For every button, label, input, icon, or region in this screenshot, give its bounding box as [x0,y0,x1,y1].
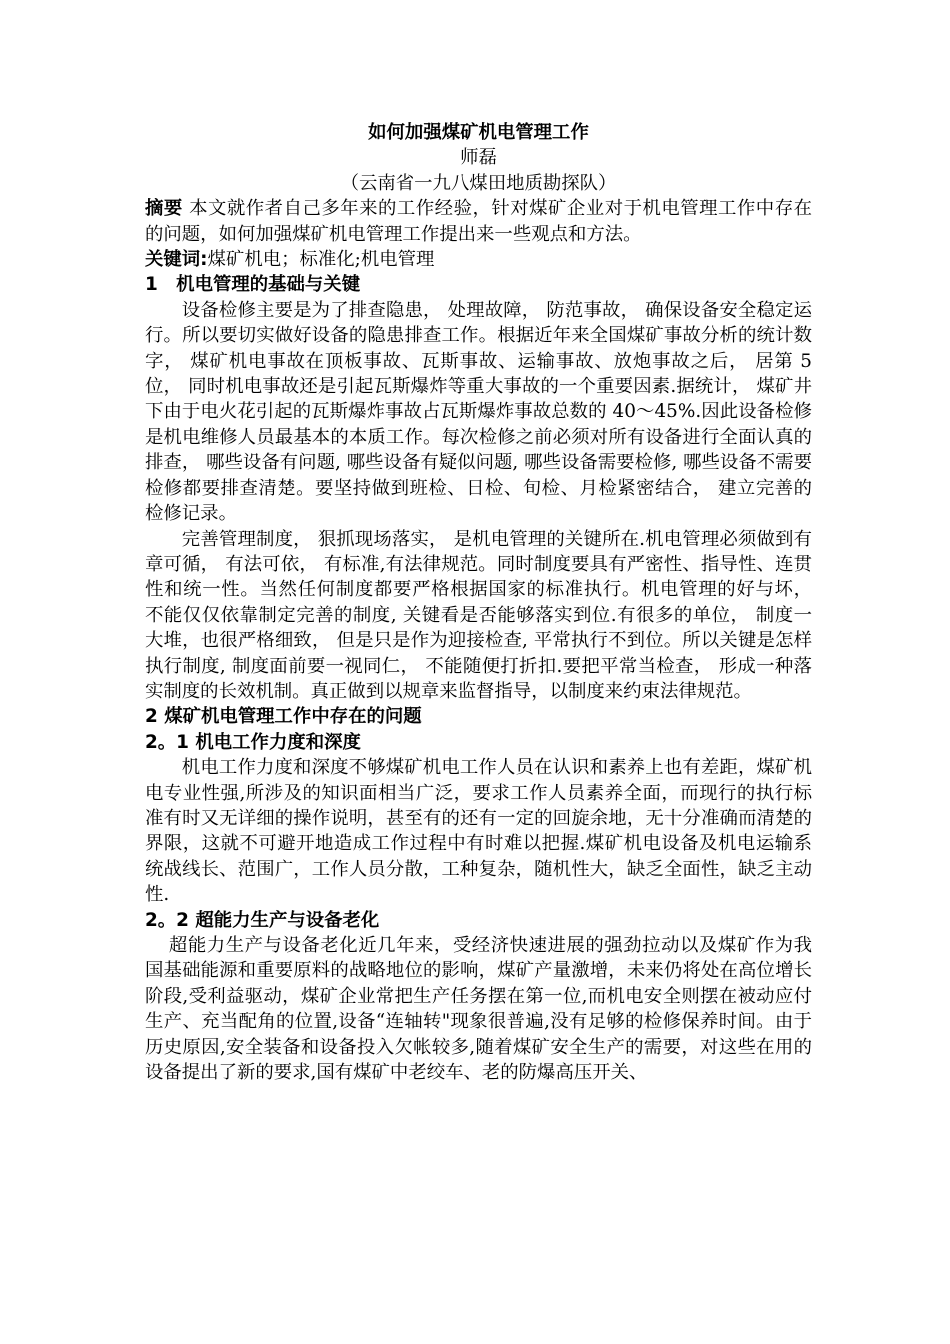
keywords-text: 煤矿机电；标准化;机电管理 [207,249,435,271]
abstract [145,196,812,247]
document-affiliation: （云南省一九八煤田地质勘探队） [340,172,617,194]
abstract-text: 本文就作者自己多年来的工作经验，针对煤矿企业对于机电管理工作中存在的问题，如何加强煤矿机电管理工作提出来一些观点和方法。 [145,198,812,245]
keywords-label: 关键词: [145,249,208,271]
document-page [145,120,812,1085]
section-1-heading: 1 机电管理的基础与关键 [145,274,361,296]
abstract-label: 摘要 [145,198,183,220]
document-author: 师磊 [460,147,497,169]
keywords [145,247,812,272]
section-2-1-paragraph: 机电工作力度和深度不够煤矿机电工作人员在认识和素养上也有差距，煤矿机电专业性强,所涉及的知识面相当广泛，要求工作人员素养全面，而现行的执行标准有时又无详细的操作说明，甚至有的还有一定的回旋余地，无十分准确而清楚的界限，这就不可避开地造成工作过程中有时难以把握.煤矿机电设备及机电运输系统战线长、范围广，工作人员分散，工种复杂，随机性大，缺乏全面性，缺乏主动性. [145,757,812,906]
section-1-paragraph-1: 设备检修主要是为了排查隐患， 处理故障， 防范事故， 确保设备安全稳定运行。所以要切实做好设备的隐患排查工作。根据近年来全国煤矿事故分析的统计数字， 煤矿机电事故在顶板事故、瓦斯事故、运输事故、放炮事故之后， 居第 5 位， 同时机电事故还是引起瓦斯爆炸等重大事故的一个重要因素.据统计， 煤矿井下由于电火花引起的瓦斯爆炸事故占瓦斯爆炸事故总数的 40～45%.因此设备检修是机电维修人员最基本的本质工作。每次检修之前必须对所有设备进行全面认真的排查， 哪些设备有问题, 哪些设备有疑似问题, 哪些设备需要检修, 哪些设备不需要检修都要排查清楚。要坚持做到班检、日检、旬检、月检紧密结合， 建立完善的检修记录。 [145,299,812,525]
section-2-1-heading: 2。1 机电工作力度和深度 [145,731,361,753]
section-2-2-paragraph: 超能力生产与设备老化近几年来，受经济快速进展的强劲拉动以及煤矿作为我国基础能源和重要原料的战略地位的影响，煤矿产量激增，未来仍将处在高位增长阶段,受利益驱动，煤矿企业常把生产任务摆在第一位,而机电安全则摆在被动应付生产、充当配角的位置,设备“连轴转"现象很普遍,没有足够的检修保养时间。由于历史原因,安全装备和设备投入欠帐较多,随着煤矿安全生产的需要，对这些在用的设备提出了新的要求,国有煤矿中老绞车、老的防爆高压开关、 [145,935,812,1084]
section-2-2-heading: 2。2 超能力生产与设备老化 [145,909,380,931]
section-1-paragraph-2: 完善管理制度， 狠抓现场落实， 是机电管理的关键所在.机电管理必须做到有章可循， 有法可依， 有标准,有法律规范。同时制度要具有严密性、指导性、连贯性和统一性。当然任何制度都要严格根据国家的标准执行。机电管理的好与坏， 不能仅仅依靠制定完善的制度, 关键看是否能够落实到位.有很多的单位， 制度一大堆，也很严格细致， 但是只是作为迎接检查, 平常执行不到位。所以关键是怎样执行制度, 制度面前要一视同仁， 不能随便打折扣.要把平常当检查， 形成一种落实制度的长效机制。真正做到以规章来监督指导，以制度来约束法律规范。 [145,528,812,702]
document-title: 如何加强煤矿机电管理工作 [368,122,589,143]
section-2-heading: 2 煤矿机电管理工作中存在的问题 [145,706,422,728]
